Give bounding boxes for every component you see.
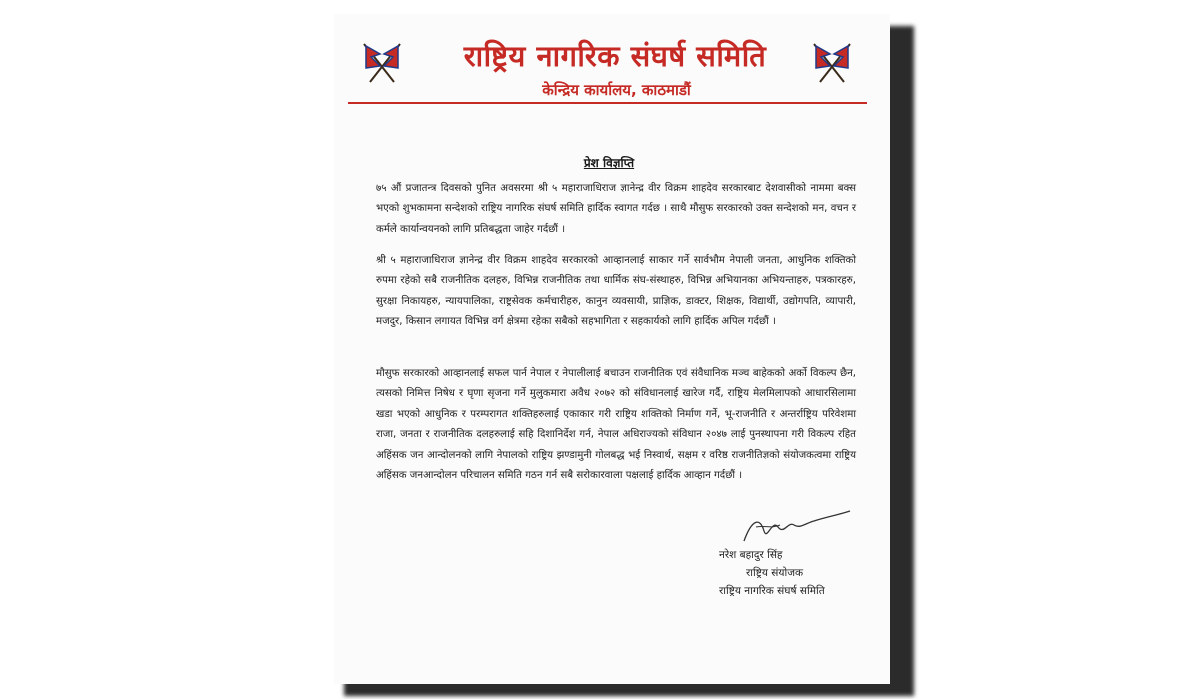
signatory-name: नरेश बहादुर सिंह bbox=[719, 549, 783, 561]
paragraph-1: ७५ औं प्रजातन्त्र दिवसको पुनित अवसरमा श्री ५ महाराजाधिराज ज्ञानेन्द्र वीर विक्रम शाहदेव सरकारबाट देशवासीको नाममा बक्स भएको शुभकामना सन्देशको राष्ट्रिय नागरिक संघर्ष समिति हार्दिक स्वागत गर्दछ । साथै मौसुफ सरकारको उक्त सन्देशको मन, वचन र कर्मले कार्यान्वयनको लागि प्रतिबद्धता जाहेर गर्दछौं । bbox=[376, 183, 856, 235]
press-release-heading: प्रेश विज्ञप्ति bbox=[583, 156, 635, 170]
nepal-flag-icon bbox=[358, 40, 406, 84]
signature-mark bbox=[734, 509, 854, 549]
paragraph-3: मौसुफ सरकारको आव्हानलाई सफल पार्न नेपाल र नेपालीलाई बचाउन राजनीतिक एवं संवैधानिक मञ्च बाहेकको अर्को विकल्प छैन, त्यसको निमित्त निषेध र घृणा सृजना गर्ने मुलुकमारा अवैध २०७२ को संविधानलाई खारेज गर्दै, राष्ट्रिय मेलमिलापको आधारसिलामा खडा भएको आधुनिक र परम्परागत शक्तिहरुलाई एकाकार गरी राष्ट्रिय शक्तिको निर्माण गर्ने, भू-राजनीति र अन्तर्राष्ट्रिय परिवेशमा राजा, जनता र राजनीतिक दलहरुलाई सहि दिशानिर्देश गर्न, नेपाल अधिराज्यको संविधान २०४७ लाई पुनस्थापना गरी विकल्प रहित अहिंसक जन आन्दोलनको लागि नेपालको राष्ट्रिय झण्डामुनी गोलबद्ध भई निस्वार्थ, सक्षम र वरिष्ठ राजनीतिज्ञको संयोजकत्वमा राष्ट्रिय अहिंसक जनआन्दोलन परिचालन समिति गठन गर्न सबै सरोकारवाला पक्षलाई हार्दिक आव्हान गर्दछौं । bbox=[376, 368, 856, 482]
office-subtitle: केन्द्रिय कार्यालय, काठमाडौं bbox=[542, 81, 691, 99]
signatory-organization: राष्ट्रिय नागरिक संघर्ष समिति bbox=[719, 585, 825, 597]
nepal-flag-icon bbox=[808, 40, 856, 84]
header-divider bbox=[348, 102, 867, 104]
signatory-role: राष्ट्रिय संयोजक bbox=[746, 567, 804, 579]
organization-title: राष्ट्रिय नागरिक संघर्ष समिति bbox=[463, 39, 767, 73]
document-page bbox=[334, 14, 890, 684]
paragraph-2: श्री ५ महाराजाधिराज ज्ञानेन्द्र वीर विक्रम शाहदेव सरकारको आव्हानलाई साकार गर्ने सार्वभौम नेपाली जनता, आधुनिक शक्तिको रुपमा रहेको सबै राजनीतिक दलहरु, विभिन्न राजनीतिक तथा धार्मिक संघ-संस्थाहरु, विभिन्न अभियानका अभियन्ताहरु, पत्रकारहरु, सुरक्षा निकायहरु, न्यायपालिका, राष्ट्रसेवक कर्मचारीहरु, कानुन व्यवसायी, प्राज्ञिक, डाक्टर, शिक्षक, विद्यार्थी, उद्योगपति, व्यापारी, मजदुर, किसान लगायत विभिन्न वर्ग क्षेत्रमा रहेका सबैको सहभागिता र सहकार्यको लागि हार्दिक अपिल गर्दछौं । bbox=[376, 255, 857, 328]
